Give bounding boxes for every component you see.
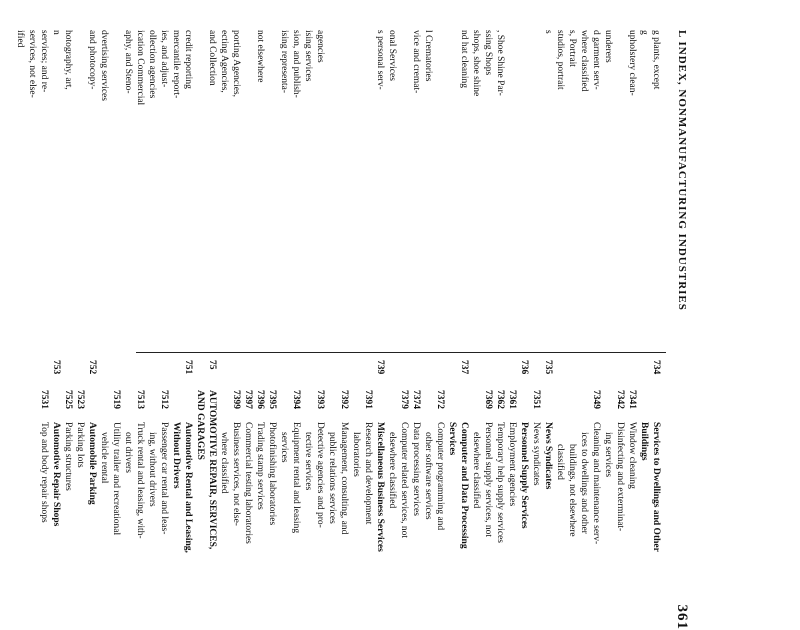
- left-column-line: dvertising services: [98, 30, 110, 342]
- left-column-line: [266, 30, 278, 342]
- left-column-line: [614, 30, 626, 342]
- entry-text: Temporary help supply services: [494, 422, 506, 543]
- left-column-line: [530, 30, 542, 342]
- left-column-line: vice and cremat-: [410, 30, 422, 342]
- index-entry: [470, 360, 482, 630]
- left-column-line: ollection agencies: [146, 30, 158, 342]
- index-entry: [98, 360, 110, 630]
- left-column-line: mercantile report-: [170, 30, 182, 342]
- entry-text: ing services: [602, 432, 614, 477]
- index-entry: [242, 360, 254, 630]
- entry-text: Personnel supply services, not: [482, 422, 494, 537]
- group-code: 75: [206, 360, 218, 388]
- index-entry: [362, 360, 374, 630]
- entry-text: Computer related services, not: [398, 422, 410, 538]
- right-column: [38, 360, 662, 630]
- left-column-line: [362, 30, 374, 342]
- industry-code: 7393: [314, 390, 326, 418]
- index-entry: [434, 360, 446, 630]
- index-entry: [614, 360, 626, 630]
- index-entry: [302, 360, 314, 630]
- industry-code: 7395: [266, 390, 278, 418]
- entry-text: Automotive Repair Shops: [50, 422, 62, 526]
- left-column-line: upholstery clean-: [626, 30, 638, 342]
- entry-text: Parking lots: [74, 422, 86, 468]
- index-entry: [350, 360, 362, 630]
- left-column-line: services, not else-: [26, 30, 38, 342]
- left-column-line: where classified: [578, 30, 590, 342]
- index-entry: [266, 360, 278, 630]
- entry-text: Automobile Parking: [86, 422, 98, 505]
- entry-text: Miscellaneous Business Services: [374, 422, 386, 552]
- left-column-line: [446, 30, 458, 342]
- left-column-line: [194, 30, 206, 342]
- entry-text: public relations services: [326, 432, 338, 524]
- entry-text: buildings, not elsewhere: [566, 444, 578, 537]
- entry-text: where classified: [218, 432, 230, 493]
- left-column-line: s personal serv-: [374, 30, 386, 342]
- left-column-line: [110, 30, 122, 342]
- left-column: [14, 30, 662, 342]
- rotated-page: [130, 30, 690, 630]
- index-entry: [218, 360, 230, 630]
- entry-text: Buildings: [638, 422, 650, 461]
- index-entry: [158, 360, 170, 630]
- entry-text: Research and development: [362, 422, 374, 524]
- entry-text: services: [278, 432, 290, 463]
- group-code: 735: [542, 360, 554, 388]
- entry-text: tective services: [302, 432, 314, 490]
- left-column-line: s, Portrait: [566, 30, 578, 342]
- entry-text: elsewhere classified: [386, 432, 398, 508]
- industry-code: 7374: [410, 390, 422, 418]
- entry-text: Commercial testing laboratories: [242, 422, 254, 544]
- industry-code: 7362: [494, 390, 506, 418]
- entry-text: Trading stamp services: [254, 422, 266, 510]
- left-column-line: and photocopy-: [86, 30, 98, 342]
- index-entry: [206, 360, 218, 630]
- left-column-line: onal Services: [386, 30, 398, 342]
- index-entry: [290, 360, 302, 630]
- left-column-line: services; and re-: [38, 30, 50, 342]
- group-code: 752: [86, 360, 98, 388]
- column-divider: [136, 352, 666, 353]
- left-column-line: credit reporting: [182, 30, 194, 342]
- left-column-line: d garment serv-: [590, 30, 602, 342]
- left-column-line: l Crematories: [422, 30, 434, 342]
- industry-code: 7513: [134, 390, 146, 418]
- index-entry: [386, 360, 398, 630]
- entry-text: other software services: [422, 432, 434, 520]
- entry-text: Data processing services: [410, 422, 422, 516]
- entry-text: AUTOMOTIVE REPAIR, SERVICES,: [206, 390, 218, 549]
- entry-text: elsewhere classified: [470, 432, 482, 508]
- index-entry: [398, 360, 410, 630]
- entry-text: laboratories: [350, 432, 362, 477]
- entry-text: Automotive Rental and Leasing,: [182, 422, 194, 553]
- entry-text: Personnel Supply Services: [518, 422, 530, 529]
- left-column-line: , Shoe Shine Par-: [494, 30, 506, 342]
- left-column-line: ified: [14, 30, 26, 342]
- left-column-line: [350, 30, 362, 342]
- entry-text: Cleaning and maintenance serv-: [590, 422, 602, 544]
- index-entry: [638, 360, 650, 630]
- industry-code: 7392: [338, 390, 350, 418]
- industry-code: 7351: [530, 390, 542, 418]
- entry-text: Truck rental and leasing, with-: [134, 422, 146, 539]
- left-column-line: [242, 30, 254, 342]
- left-column-line: g: [638, 30, 650, 342]
- index-entry: [422, 360, 434, 630]
- group-code: 737: [458, 360, 470, 388]
- index-entry: [134, 360, 146, 630]
- industry-code: 7519: [110, 390, 122, 418]
- left-column-line: n: [50, 30, 62, 342]
- index-entry: [458, 360, 470, 630]
- index-entry: [338, 360, 350, 630]
- left-column-line: ising services: [302, 30, 314, 342]
- entry-text: AND GARAGES: [194, 390, 206, 460]
- index-entry: [62, 360, 74, 630]
- industry-code: 7399: [230, 390, 242, 418]
- entry-text: Services: [446, 422, 458, 455]
- entry-text: Utility trailer and recreational: [110, 422, 122, 535]
- industry-code: 7379: [398, 390, 410, 418]
- index-entry: [110, 360, 122, 630]
- index-entry: [230, 360, 242, 630]
- index-entry: [374, 360, 386, 630]
- entry-text: vehicle rental: [98, 432, 110, 483]
- industry-code: 7372: [434, 390, 446, 418]
- index-entry: [554, 360, 566, 630]
- entry-text: Services to Dwellings and Other: [650, 422, 662, 552]
- industry-code: 7391: [362, 390, 374, 418]
- index-entry: [146, 360, 158, 630]
- left-column-line: ssing Shops: [482, 30, 494, 342]
- entry-text: classified: [554, 444, 566, 480]
- entry-text: Window cleaning: [626, 422, 638, 489]
- industry-code: 7397: [242, 390, 254, 418]
- index-entry: [182, 360, 194, 630]
- index-entry: [602, 360, 614, 630]
- index-entry: [278, 360, 290, 630]
- left-column-line: studios, portrait: [554, 30, 566, 342]
- entry-text: News syndicates: [530, 422, 542, 486]
- industry-code: 7512: [158, 390, 170, 418]
- left-column-line: hotography, art,: [62, 30, 74, 342]
- index-entry: [86, 360, 98, 630]
- entry-text: News Syndicates: [542, 422, 554, 489]
- industry-code: 7394: [290, 390, 302, 418]
- entry-text: Top and body repair shops: [38, 422, 50, 523]
- left-column-line: agencies: [314, 30, 326, 342]
- index-entry: [74, 360, 86, 630]
- entry-text: out drivers: [122, 432, 134, 473]
- industry-code: 7525: [62, 390, 74, 418]
- industry-code: 7523: [74, 390, 86, 418]
- index-entry: [578, 360, 590, 630]
- left-column-line: underers: [602, 30, 614, 342]
- left-column-line: [74, 30, 86, 342]
- left-column-line: [518, 30, 530, 342]
- index-entry: [410, 360, 422, 630]
- left-column-line: sion, and publish-: [290, 30, 302, 342]
- index-entry: [482, 360, 494, 630]
- index-entry: [254, 360, 266, 630]
- industry-code: 7369: [482, 390, 494, 418]
- industry-code: 7349: [590, 390, 602, 418]
- entry-text: Disinfecting and exterminat-: [614, 422, 626, 531]
- index-entry: [38, 360, 50, 630]
- industry-code: 7396: [254, 390, 266, 418]
- left-column-line: [398, 30, 410, 342]
- running-head: [670, 30, 690, 630]
- entry-text: Without Drivers: [170, 422, 182, 489]
- entry-text: Parking structures: [62, 422, 74, 491]
- left-column-line: aphy, and Steno-: [122, 30, 134, 342]
- index-entry: [50, 360, 62, 630]
- entry-text: Business services, not else-: [230, 422, 242, 526]
- index-entry: [194, 360, 206, 630]
- left-column-line: s: [542, 30, 554, 342]
- left-column-line: ication Commercial: [134, 30, 146, 342]
- index-entry: [566, 360, 578, 630]
- entry-text: Management, consulting, and: [338, 422, 350, 534]
- left-column-line: shops, shoe shine: [470, 30, 482, 342]
- index-entry: [314, 360, 326, 630]
- entry-text: ing, without drivers: [146, 432, 158, 507]
- left-column-line: ising representa-: [278, 30, 290, 342]
- index-entry: [506, 360, 518, 630]
- index-entry: [626, 360, 638, 630]
- index-entry: [542, 360, 554, 630]
- index-entry: [170, 360, 182, 630]
- left-column-line: g plants, except: [650, 30, 662, 342]
- index-entry: [518, 360, 530, 630]
- entry-text: Passenger car rental and leas-: [158, 422, 170, 534]
- entry-text: Detective agencies and pro-: [314, 422, 326, 528]
- left-column-line: not elsewhere: [254, 30, 266, 342]
- entry-text: Photofinishing laboratories: [266, 422, 278, 525]
- index-entry: [650, 360, 662, 630]
- industry-code: 7341: [626, 390, 638, 418]
- index-entry: [530, 360, 542, 630]
- index-entry: [590, 360, 602, 630]
- left-column-line: [326, 30, 338, 342]
- index-entry: [494, 360, 506, 630]
- left-column-line: [506, 30, 518, 342]
- group-code: 739: [374, 360, 386, 388]
- industry-code: 7342: [614, 390, 626, 418]
- entry-text: Employment agencies: [506, 422, 518, 506]
- left-column-line: [338, 30, 350, 342]
- entry-text: Equipment rental and leasing: [290, 422, 302, 533]
- running-head-title: L INDEX, NONMANUFACTURING INDUSTRIES: [676, 30, 688, 311]
- group-code: 751: [182, 360, 194, 388]
- left-column-line: and Collection: [206, 30, 218, 342]
- group-code: 736: [518, 360, 530, 388]
- industry-code: 7361: [506, 390, 518, 418]
- page-number: 361: [673, 605, 690, 630]
- entry-text: Computer and Data Processing: [458, 422, 470, 549]
- index-entry: [446, 360, 458, 630]
- left-column-line: nd hat cleaning: [458, 30, 470, 342]
- group-code: 734: [650, 360, 662, 388]
- industry-code: 7531: [38, 390, 50, 418]
- index-entry: [122, 360, 134, 630]
- group-code: 753: [50, 360, 62, 388]
- left-column-line: porting Agencies,: [230, 30, 242, 342]
- entry-text: ices to dwellings and other: [578, 432, 590, 534]
- left-column-line: ecting Agencies,: [218, 30, 230, 342]
- left-column-line: [434, 30, 446, 342]
- entry-text: Computer programming and: [434, 422, 446, 530]
- index-entry: [326, 360, 338, 630]
- left-column-line: ies, and adjust-: [158, 30, 170, 342]
